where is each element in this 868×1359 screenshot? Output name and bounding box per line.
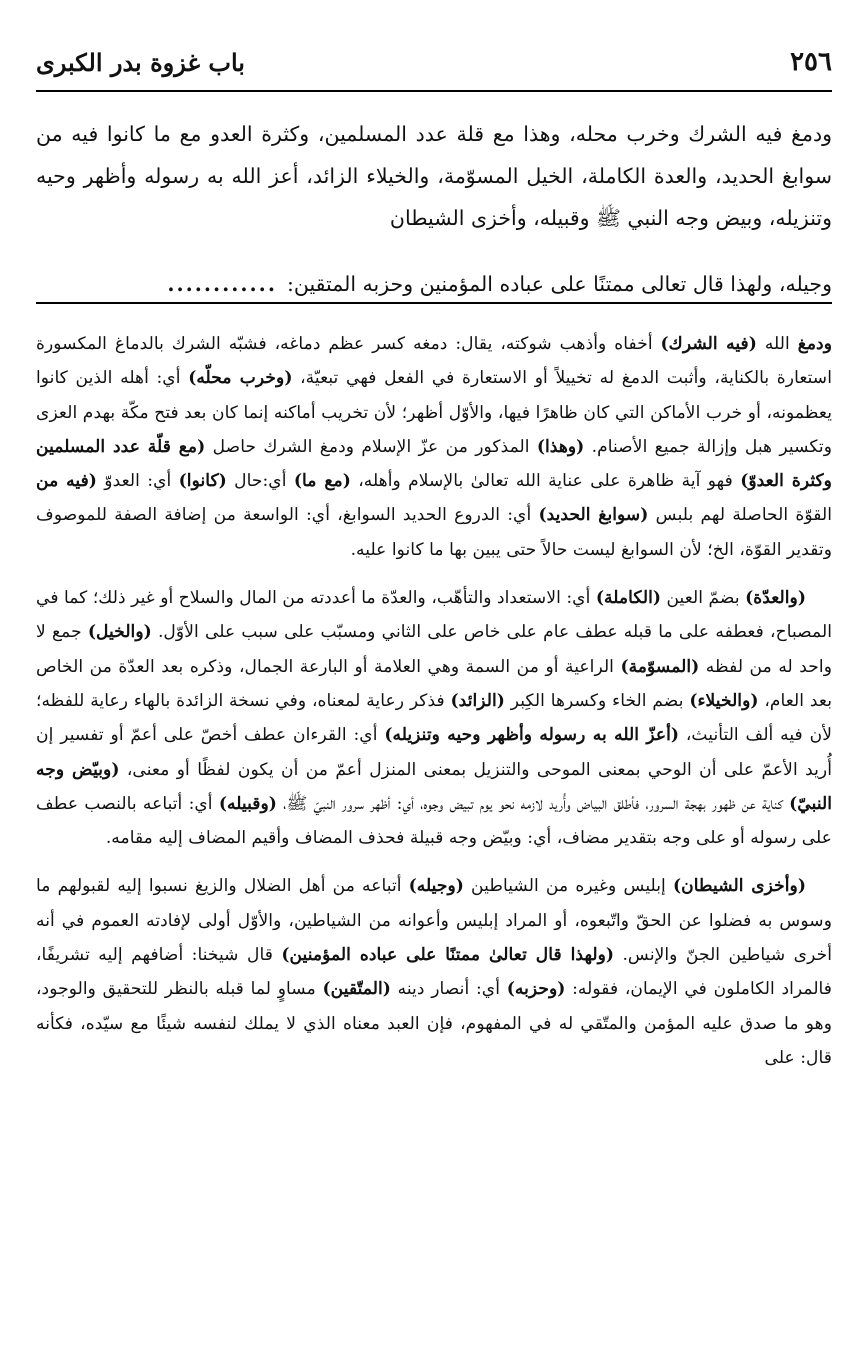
bold-term: (وجيله): [408, 876, 464, 897]
bold-term: (مع قلّة عدد المسلمين وكثرة العدوّ): [36, 436, 832, 492]
bold-term: (فيه من: [36, 471, 97, 492]
bold-term: (والخيل): [87, 622, 152, 643]
bold-term: (أعزّ الله به رسوله وأظهر وحيه وتنزيله): [384, 725, 680, 746]
header-rule: [36, 90, 832, 92]
matn-last-line: [36, 268, 832, 300]
chapter-title: باب غزوة بدر الكبرى: [36, 47, 245, 77]
bold-term: (وخرب محلّه): [188, 368, 293, 389]
bold-term: (وأخزى الشيطان): [672, 876, 806, 897]
bold-term: (والخيلاء): [689, 690, 759, 711]
page-number: ٢٥٦: [790, 47, 832, 77]
bold-term: (كانوا): [178, 471, 227, 492]
bold-term: (الزائد): [450, 690, 505, 711]
bold-term: (ولهذا قال تعالىٰ ممتنًا على عباده المؤمنين): [281, 945, 615, 966]
commentary-paragraph-1: ودمغ الله (فيه الشرك) أخفاه وأذهب شوكته، يقال: دمغه كسر عظم دماغه، فشبّه الشرك بالدماغ المكسورة استعارة بالكناية، وأثبت الدمغ له تخييلاً أو الاستعارة في الفعل فهي تبعيّة، (وخرب محلّه) أي: أهله الذين كانوا يعظمونه، أو خرب الأماكن التي كان ظاهرًا فيها، والأوّل أظهر؛ لأن تخريب أماكنه إنما كان بعد فتح مكّة بهدم العزى وتكسير هبل وإزالة جميع الأصنام. (وهذا) المذكور من عزّ الإسلام ودمغ الشرك حاصل (مع قلّة عدد المسلمين وكثرة العدوّ) فهو آية ظاهرة على عناية الله تعالىٰ بالإسلام وأهله، (مع ما) أي:حال (كانوا) أي: العدوّ (فيه من القوّة الحاصلة لهم بلبس (سوابغ الحديد) أي: الدروع الحديد السوابغ، أي: الواسعة من إضافة الصفة للموصوف وتقدير القوّة، الخ؛ لأن السوابغ ليست حالاً حتى يبين بها ما كانوا عليه.: [36, 334, 833, 560]
bold-term: (سوابغ الحديد): [538, 505, 649, 526]
bold-term: (فيه الشرك): [660, 334, 757, 354]
bold-term: ودمغ: [797, 334, 832, 354]
commentary-paragraph-2: (والعدّة) بضمّ العين (الكاملة) أي: الاستعداد والتأهّب، والعدّة ما أعددته من المال والسلاح أو غير ذلك؛ كما في المصباح، فعطفه على ما قبله عطف عام على خاص على الثاني ومسبّب على سبب على الأوّل. (والخيل) جمع لا واحد له من لفظه (المسوّمة) الراعية أو من السمة وهي العلامة أو البارعة الجمال، وذكره بعد العدّة من الخاص بعد العام، (والخيلاء) بضم الخاء وكسرها الكِبر (الزائد) فذكر رعاية لمعناه، وفي نسخة الزائدة بالهاء رعاية للفظه؛ لأن فيه ألف التأنيث، (أعزّ الله به رسوله وأظهر وحيه وتنزيله) أي: القرءان عطف أخصّ على أعمّ أو تفسير إن أُريد الأعمّ على أن الوحي بمعنى الموحى والتنزيل بمعنى المنزل أعمّ من أن يكون لفظًا أو معنى، (وبيّض وجه النبيّ) كناية عن ظهور بهجة السرور، فأطلق البياض وأُريد لازمه نحو يوم تبيض وجوه، أي: أظهر سرور النبيّ ﷺ، (وقبيله) أي: أتباعه بالنصب عطف على رسوله أو على وجه بتقدير مضاف، أي: وبيّض وجه قبيلة فحذف المضاف وأقيم المضاف إليه مقامه.: [36, 588, 833, 849]
matn-dots: ............: [167, 272, 277, 296]
bold-term: (وبيّض وجه النبيّ): [36, 759, 833, 814]
commentary: [36, 327, 832, 1075]
commentary-paragraph-3: (وأخزى الشيطان) إبليس وغيره من الشياطين (وجيله) أتباعه من أهل الضلال والزيغ نسبوا إليه لقبولهم ما وسوس به فضلوا عن الحقّ واتّبعوه، أو المراد إبليس وأعوانه من الشياطين، والأوّل أولى لإفادته العموم في أنه أخرى شياطين الجنّ والإنس. (ولهذا قال تعالىٰ ممتنًا على عباده المؤمنين) قال شيخنا: أضافهم إليه تشريفًا، فالمراد الكاملون في الإيمان، فقوله: (وحزبه) أي: أنصار دينه (المتّقين) مساوٍ لما قبله بالنظر للتحقيق والوجود، وهو ما صدق عليه المؤمن والمتّقي له في المفهوم، فإن العبد معناه الذي لا يملك لنفسه شيئًا مع سيّده، فكأنه قال: على: [36, 876, 833, 1068]
matn-text: ودمغ فيه الشرك وخرب محله، وهذا مع قلة عدد المسلمين، وكثرة العدو مع ما كانوا فيه من سوابغ الحديد، والعدة الكاملة، الخيل المسوّمة، والخيلاء الزائد، أعز الله به رسوله وأظهر وحيه وتنزيله، وبيض وجه النبي ﷺ وقبيله، وأخزى الشيطان: [36, 122, 832, 230]
bold-term: (المسوّمة): [620, 656, 700, 677]
bold-term: (وحزبه): [506, 979, 566, 1000]
bold-term: (الكاملة): [595, 588, 661, 609]
matn-separator-rule: [36, 302, 832, 304]
bold-term: (المتّقين): [322, 979, 391, 1000]
matn-last-line-text: وجيله، ولهذا قال تعالى ممتنًا على عباده المؤمنين وحزبه المتقين:: [286, 272, 832, 296]
bold-term: (والعدّة): [745, 588, 806, 609]
bold-term: (وقبيله): [218, 793, 277, 814]
bold-term: (وهذا): [536, 436, 585, 457]
bold-term: (مع ما): [293, 471, 351, 492]
page-header: [36, 40, 832, 84]
